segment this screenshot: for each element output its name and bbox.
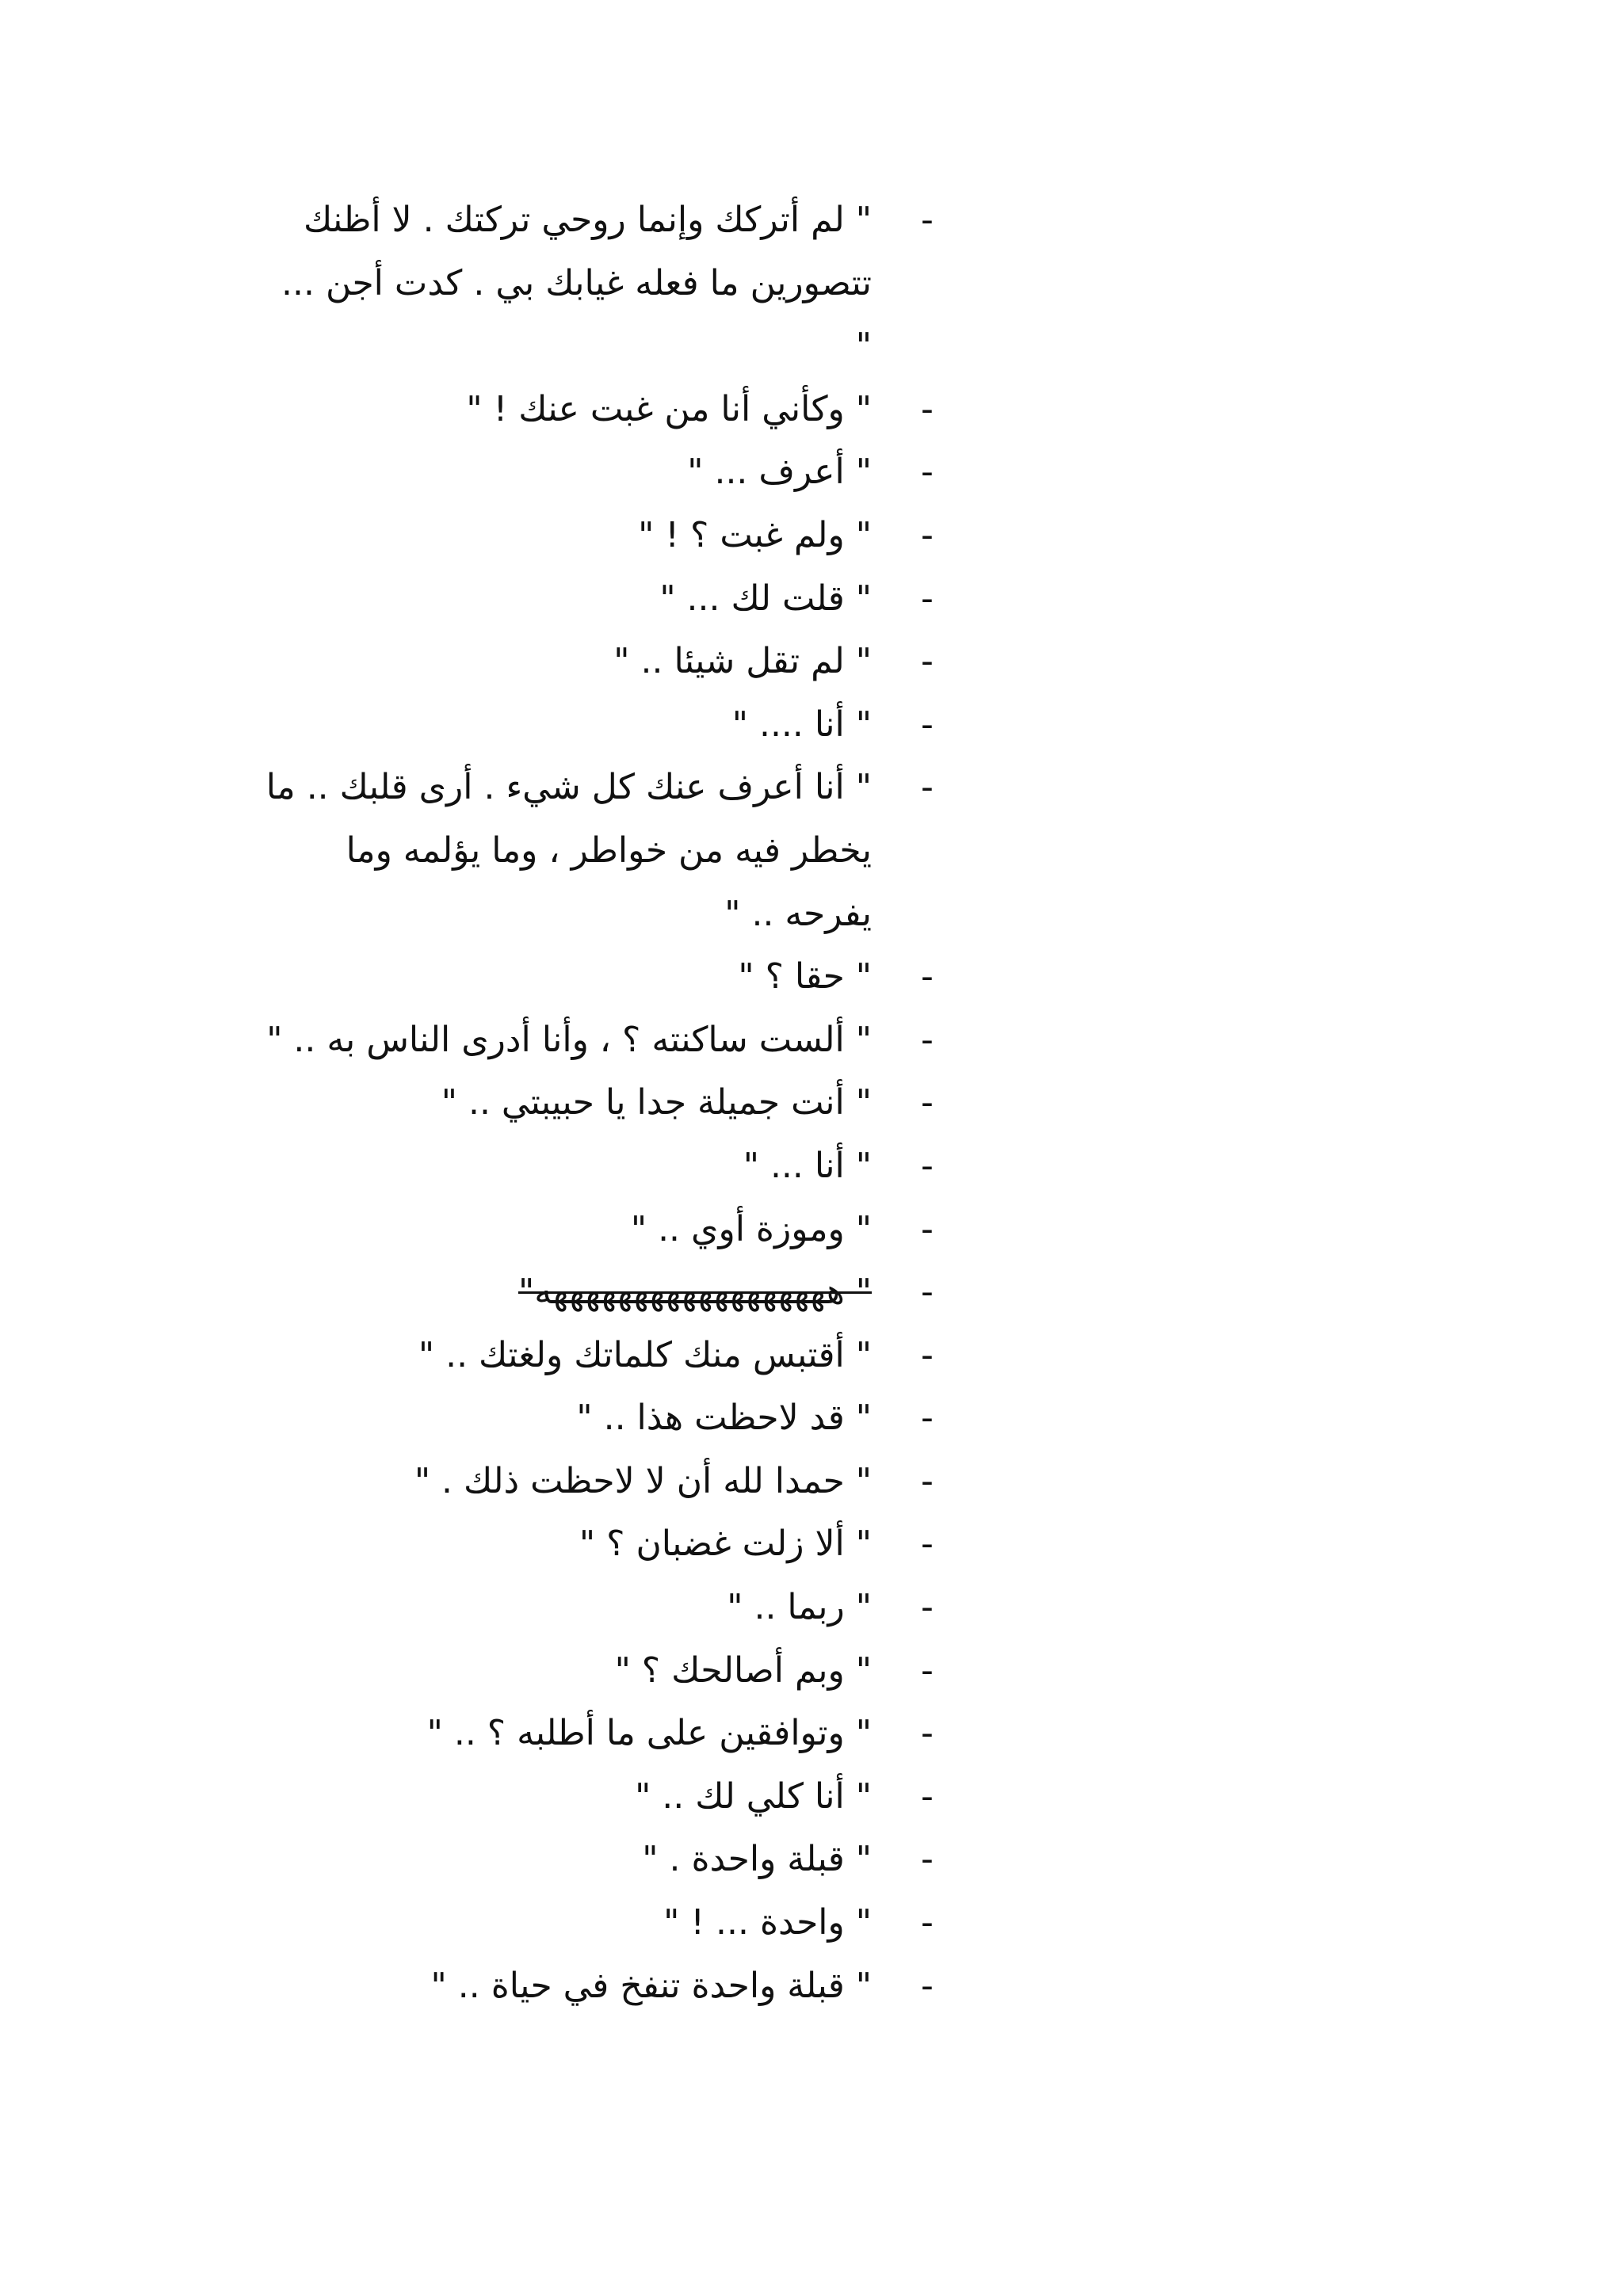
- dialogue-line: [262, 441, 943, 504]
- dash-marker: -: [921, 1902, 934, 1943]
- dash-marker: -: [921, 1208, 934, 1249]
- dialogue-line: [262, 1450, 943, 1513]
- dash-marker: -: [921, 1965, 934, 2006]
- dash-marker: -: [921, 1460, 934, 1501]
- dialogue-text: " أقتبس منك كلماتك ولغتك .. ": [418, 1334, 872, 1375]
- dash-marker: -: [921, 1650, 934, 1691]
- dash-marker: -: [921, 956, 934, 997]
- dialogue-list: [262, 189, 943, 2017]
- dialogue-text: " قبلة واحدة تنفخ في حياة .. ": [430, 1965, 872, 2006]
- dialogue-line: [262, 504, 943, 567]
- dialogue-text: " ألا زلت غضبان ؟ ": [579, 1524, 872, 1565]
- dialogue-text: " أعرف ... ": [687, 452, 872, 493]
- dialogue-text: " ألست ساكنته ؟ ، وأنا أدرى الناس به .. ": [266, 1019, 872, 1060]
- dialogue-line: [262, 630, 943, 693]
- dialogue-text: " قبلة واحدة . ": [642, 1839, 872, 1880]
- dash-marker: -: [921, 1839, 934, 1880]
- dialogue-line: [262, 693, 943, 757]
- dialogue-text: " أنا أعرف عنك كل شيء . أرى قلبك .. ما يخطر فيه من خواطر ، وما يؤلمه وما يفرحه .. ": [265, 767, 872, 934]
- dialogue-line: [262, 945, 943, 1009]
- dialogue-line: [262, 1071, 943, 1135]
- dialogue-line: [262, 1009, 943, 1072]
- dash-marker: -: [921, 514, 934, 555]
- dialogue-text: " وكأني أنا من غبت عنك ! ": [466, 388, 872, 429]
- dash-marker: -: [921, 1334, 934, 1375]
- dash-marker: -: [921, 452, 934, 493]
- dash-marker: -: [921, 1019, 934, 1060]
- dialogue-line: [262, 1512, 943, 1576]
- dialogue-line: [262, 1198, 943, 1261]
- dialogue-line: [262, 1955, 943, 2018]
- dialogue-text: " حقا ؟ ": [738, 956, 872, 997]
- dash-marker: -: [921, 641, 934, 682]
- dialogue-text: " أنا .... ": [731, 704, 872, 745]
- dash-marker: -: [921, 1713, 934, 1754]
- dash-marker: -: [921, 1775, 934, 1817]
- dialogue-text: " وموزة أوي .. ": [630, 1208, 872, 1249]
- dialogue-text: " واحدة ... ! ": [663, 1902, 872, 1943]
- dialogue-line: [262, 1702, 943, 1765]
- dash-marker: -: [921, 1145, 934, 1186]
- dialogue-text: " وتوافقين على ما أطلبه ؟ .. ": [426, 1713, 872, 1754]
- dialogue-text: " لم تقل شيئا .. ": [613, 641, 872, 682]
- dash-marker: -: [921, 1082, 934, 1123]
- dialogue-text: " أنا كلي لك .. ": [635, 1775, 872, 1817]
- dialogue-text: " وبم أصالحك ؟ ": [614, 1650, 872, 1691]
- dialogue-line: [262, 1891, 943, 1955]
- dash-marker: -: [921, 1524, 934, 1565]
- dash-marker: -: [921, 388, 934, 429]
- dialogue-text: " قلت لك ... ": [659, 578, 872, 619]
- dialogue-line: [262, 756, 943, 945]
- dialogue-text: " حمدا لله أن لا لاحظت ذلك . ": [414, 1460, 872, 1501]
- dash-marker: -: [921, 1587, 934, 1628]
- dialogue-line: [262, 567, 943, 631]
- dialogue-line: [262, 1135, 943, 1198]
- dialogue-line: [262, 189, 943, 378]
- dash-marker: -: [921, 578, 934, 619]
- dialogue-text: " أنت جميلة جدا يا حبيبتي .. ": [441, 1082, 872, 1123]
- dialogue-text-struck: " ههههههههههههههههههه": [517, 1272, 872, 1313]
- dialogue-text: " ربما .. ": [727, 1587, 872, 1628]
- dash-marker: -: [921, 767, 934, 808]
- dialogue-line: [262, 1765, 943, 1829]
- dialogue-line: [262, 1324, 943, 1387]
- dialogue-line: [262, 1576, 943, 1639]
- dash-marker: -: [921, 200, 934, 240]
- dialogue-line: [262, 1639, 943, 1703]
- dialogue-text: " ولم غبت ؟ ! ": [638, 514, 872, 555]
- dialogue-text: " لم أتركك وإنما روحي تركتك . لا أظنك تتصورين ما فعله غيابك بي . كدت أجن ... ": [281, 200, 872, 367]
- dialogue-line: [262, 378, 943, 441]
- dialogue-line: [262, 1386, 943, 1450]
- dialogue-text: " أنا ... ": [743, 1145, 872, 1186]
- dash-marker: -: [921, 704, 934, 745]
- dialogue-line: [262, 1261, 943, 1324]
- dialogue-line: [262, 1828, 943, 1891]
- dash-marker: -: [921, 1272, 934, 1313]
- dash-marker: -: [921, 1398, 934, 1439]
- dialogue-text: " قد لاحظت هذا .. ": [576, 1398, 872, 1439]
